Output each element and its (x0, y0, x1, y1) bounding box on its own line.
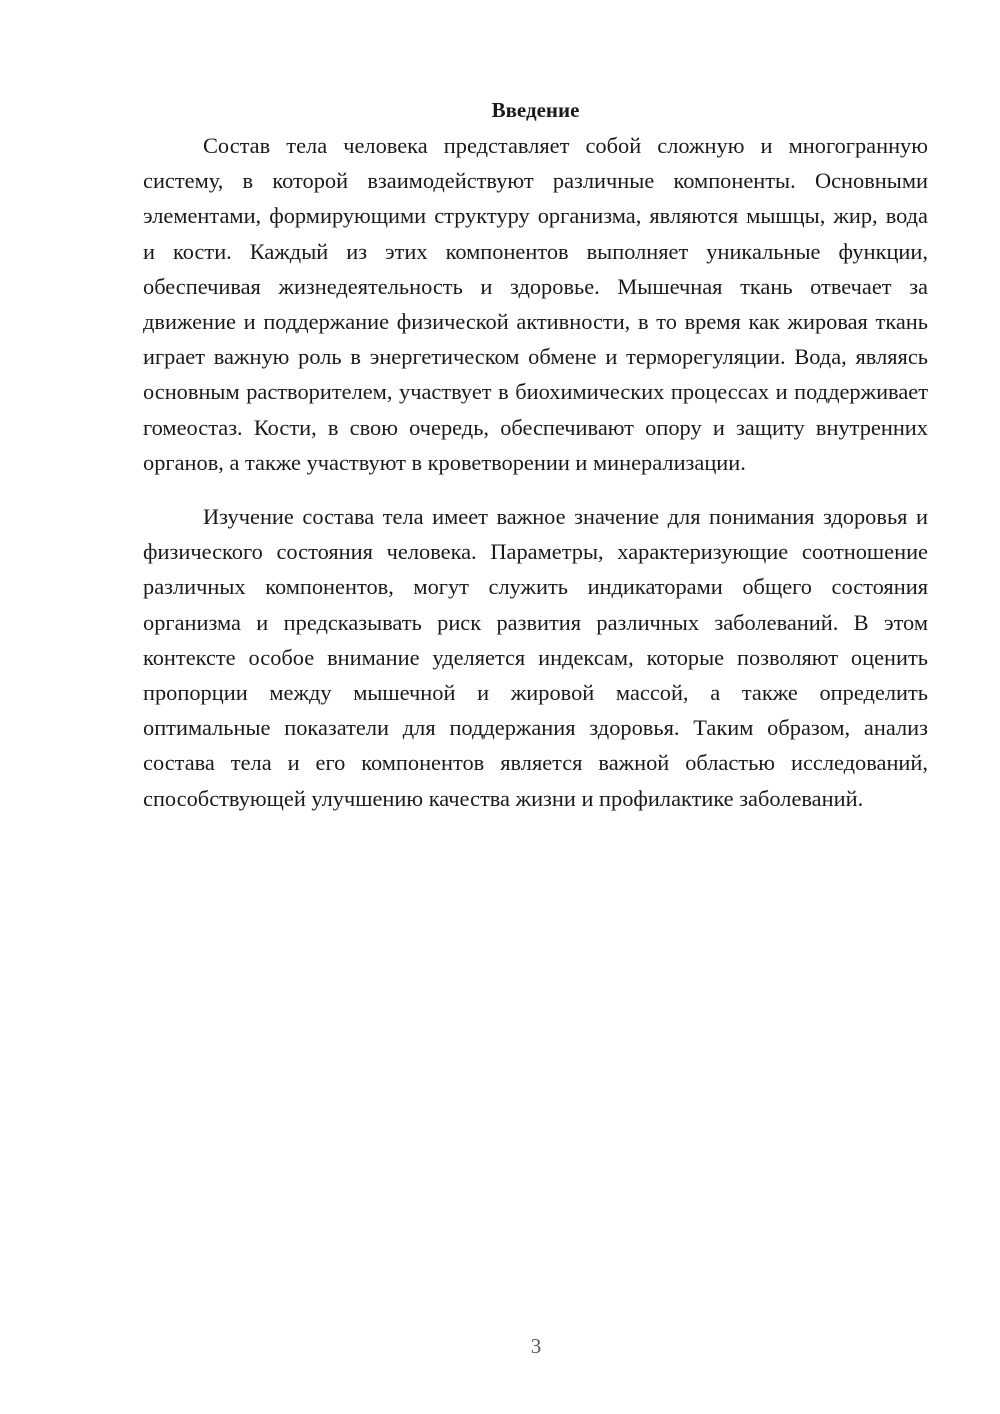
section-heading: Введение (491, 98, 580, 122)
paragraph-2: Изучение состава тела имеет важное значение для понимания здоровья и физического состояния человека. Параметры, характеризующие соотношение различных компонентов, могут служить индикаторами общего состояния организма и предсказывать риск развития различных заболеваний. В этом контексте особое внимание уделяется индексам, которые позволяют оценить пропорции между мышечной и жировой массой, а также определить оптимальные показатели для поддержания здоровья. Таким образом, анализ состава тела и его компонентов является важной областью исследований, способствующей улучшению качества жизни и профилактике заболеваний. (143, 504, 928, 811)
page-number: 3 (530, 1334, 542, 1358)
page-content (143, 92, 928, 816)
paragraph-1: Состав тела человека представляет собой сложную и многогранную систему, в которой взаимодействуют различные компоненты. Основными элементами, формирующими структуру организма, являются мышцы, жир, вода и кости. Каждый из этих компонентов выполняет уникальные функции, обеспечивая жизнедеятельность и здоровье. Мышечная ткань отвечает за движение и поддержание физической активности, в то время как жировая ткань играет важную роль в энергетическом обмене и терморегуляции. Вода, являясь основным растворителем, участвует в биохимических процессах и поддерживает гомеостаз. Кости, в свою очередь, обеспечивают опору и защиту внутренних органов, а также участвуют в кроветворении и минерализации. (143, 133, 928, 475)
